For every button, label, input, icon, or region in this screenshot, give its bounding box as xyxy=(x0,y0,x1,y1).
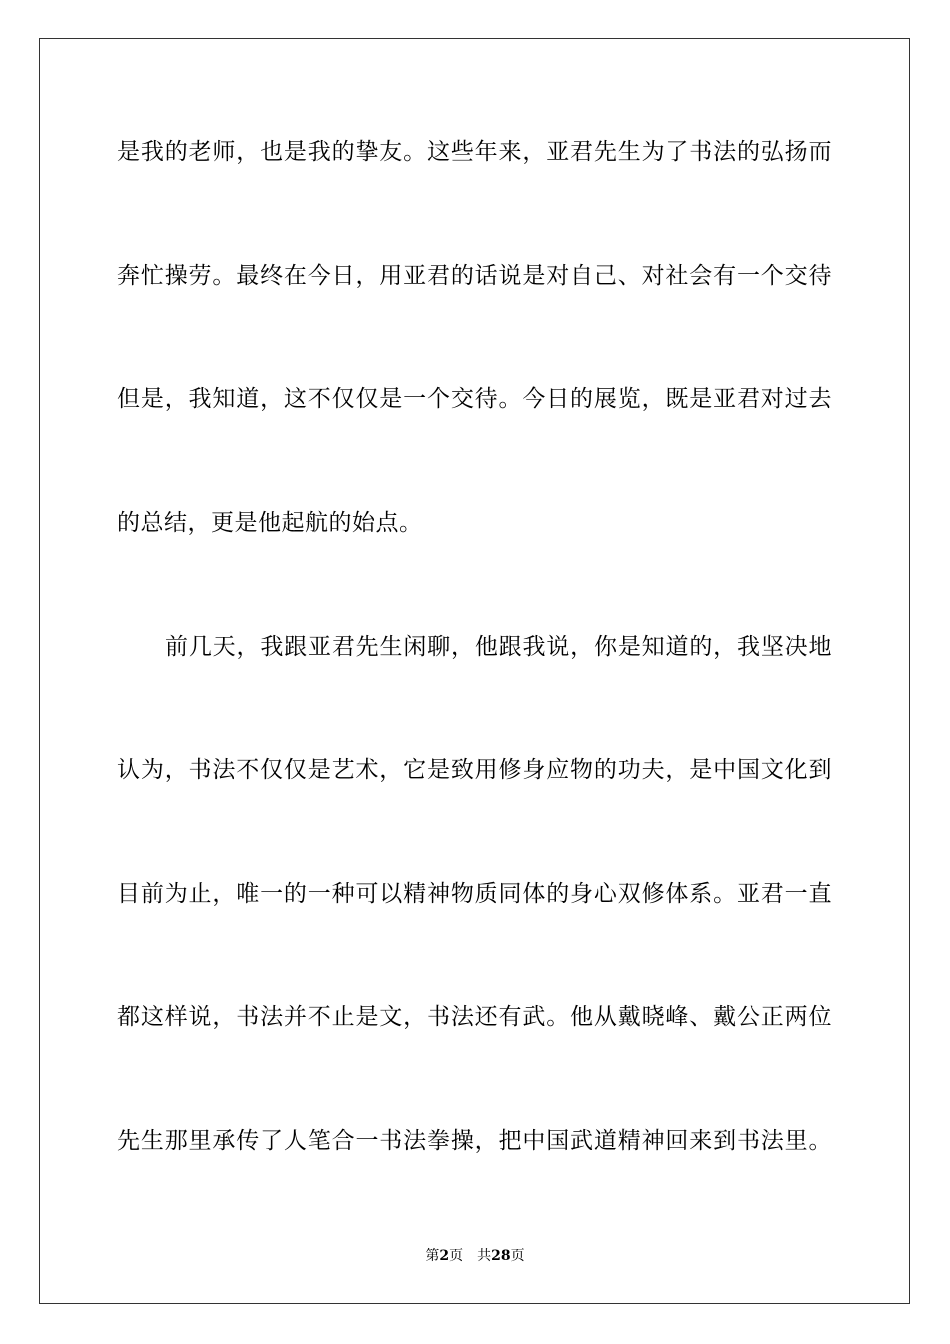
text-line-2: 奔忙操劳。最终在今日，用亚君的话说是对自己、对社会有一个交待 xyxy=(117,263,832,289)
text-line-5: 前几天，我跟亚君先生闲聊，他跟我说，你是知道的，我坚决地 xyxy=(165,634,832,660)
page-border xyxy=(39,38,910,1304)
text-line-8: 都这样说，书法并不止是文，书法还有武。他从戴晓峰、戴公正两位 xyxy=(117,1004,832,1030)
text-line-6: 认为，书法不仅仅是艺术，它是致用修身应物的功夫，是中国文化到 xyxy=(117,757,832,783)
text-line-1: 是我的老师，也是我的挚友。这些年来，亚君先生为了书法的弘扬而 xyxy=(117,139,832,165)
footer-total-pages: 28 xyxy=(491,1248,511,1264)
page-footer xyxy=(0,1247,950,1265)
footer-total-prefix: 共 xyxy=(477,1248,492,1264)
footer-page-prefix: 第 xyxy=(425,1248,440,1264)
footer-page-suffix: 页 xyxy=(449,1248,464,1264)
text-line-7: 目前为止，唯一的一种可以精神物质同体的身心双修体系。亚君一直 xyxy=(117,881,832,907)
text-line-9: 先生那里承传了人笔合一书法拳操，把中国武道精神回来到书法里。 xyxy=(117,1128,832,1154)
footer-total-suffix: 页 xyxy=(510,1248,525,1264)
text-line-4: 的总结，更是他起航的始点。 xyxy=(117,510,423,536)
text-line-3: 但是，我知道，这不仅仅是一个交待。今日的展览，既是亚君对过去 xyxy=(117,386,832,412)
footer-page-number: 2 xyxy=(439,1248,450,1264)
